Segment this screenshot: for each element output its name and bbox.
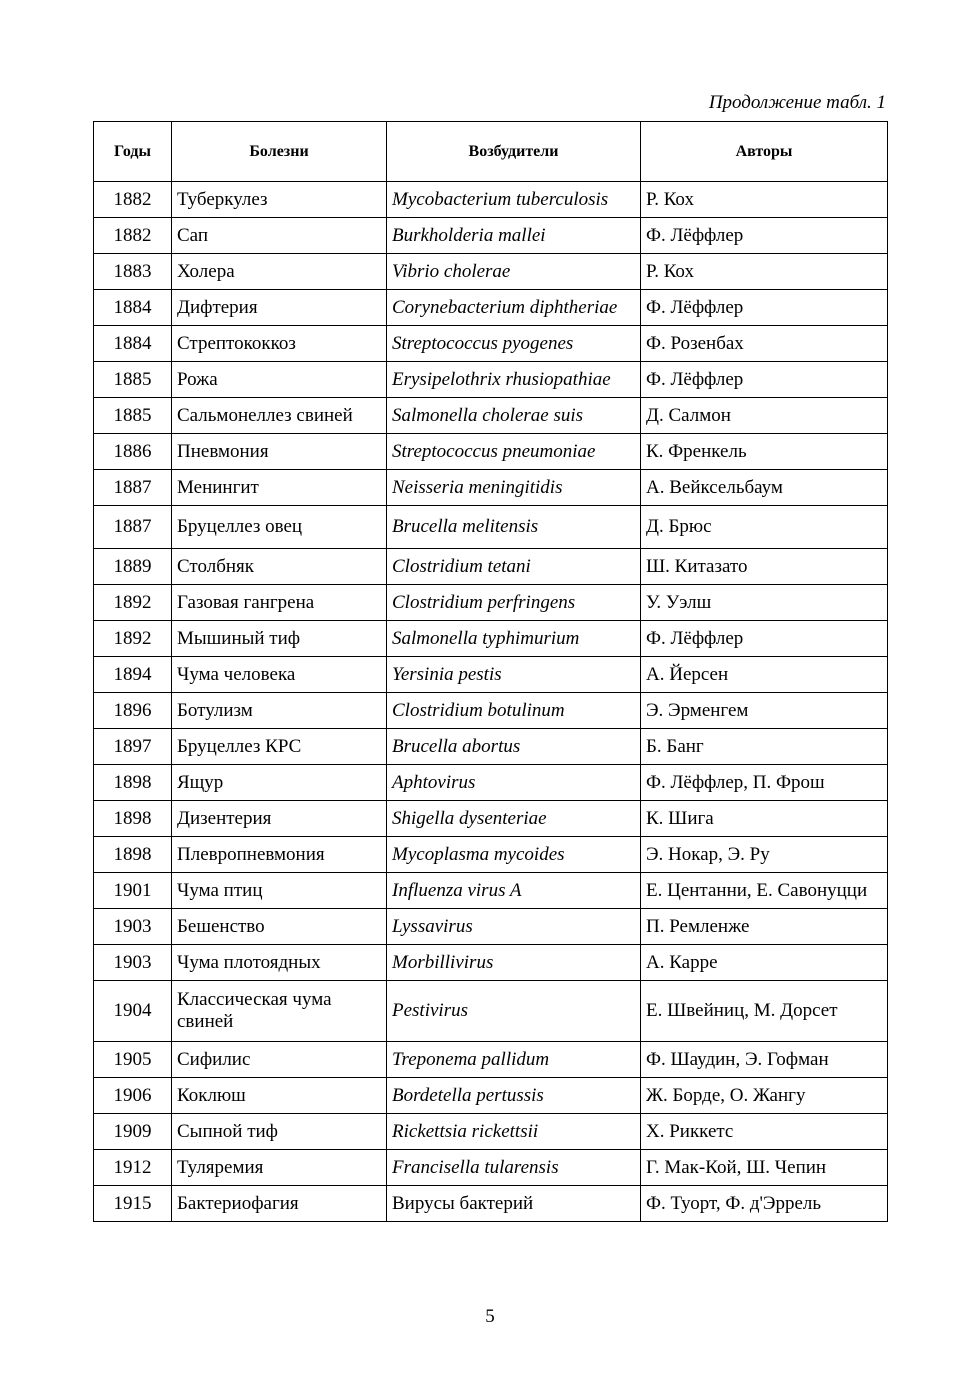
table-row: [94, 1078, 888, 1114]
cell-authors: А. Карре: [641, 945, 888, 981]
cell-disease: Классическая чума свиней: [172, 981, 387, 1042]
cell-year: 1898: [94, 765, 172, 801]
table-row: [94, 981, 888, 1042]
cell-year: 1905: [94, 1042, 172, 1078]
cell-disease: Дифтерия: [172, 290, 387, 326]
table-row: [94, 254, 888, 290]
cell-disease: Рожа: [172, 362, 387, 398]
table-row: [94, 182, 888, 218]
table-header-row: [94, 122, 888, 182]
cell-authors: П. Ремленже: [641, 909, 888, 945]
cell-year: 1896: [94, 693, 172, 729]
cell-year: 1887: [94, 506, 172, 549]
table-body: [94, 182, 888, 1222]
cell-authors: Э. Нокар, Э. Ру: [641, 837, 888, 873]
cell-pathogen: Pestivirus: [387, 981, 641, 1042]
cell-pathogen: Treponema pallidum: [387, 1042, 641, 1078]
cell-authors: Е. Центанни, Е. Савонуцци: [641, 873, 888, 909]
cell-pathogen: Mycobacterium tuberculosis: [387, 182, 641, 218]
cell-disease: Бешенство: [172, 909, 387, 945]
table-row: [94, 801, 888, 837]
table-row: [94, 290, 888, 326]
cell-authors: Ф. Шаудин, Э. Гофман: [641, 1042, 888, 1078]
header-years: Годы: [94, 122, 172, 182]
cell-pathogen: Streptococcus pneumoniae: [387, 434, 641, 470]
cell-authors: Ф. Лёффлер: [641, 290, 888, 326]
table-row: [94, 398, 888, 434]
cell-disease: Менингит: [172, 470, 387, 506]
table-row: [94, 729, 888, 765]
cell-authors: Ф. Лёффлер: [641, 362, 888, 398]
cell-disease: Бруцеллез овец: [172, 506, 387, 549]
cell-disease: Сальмонеллез свиней: [172, 398, 387, 434]
cell-pathogen: Morbillivirus: [387, 945, 641, 981]
cell-pathogen: Neisseria meningitidis: [387, 470, 641, 506]
cell-year: 1904: [94, 981, 172, 1042]
cell-pathogen: Brucella melitensis: [387, 506, 641, 549]
cell-year: 1886: [94, 434, 172, 470]
cell-pathogen: Salmonella typhimurium: [387, 621, 641, 657]
table-caption: Продолжение табл. 1: [708, 92, 886, 113]
cell-pathogen: Yersinia pestis: [387, 657, 641, 693]
cell-pathogen: Vibrio cholerae: [387, 254, 641, 290]
cell-disease: Бруцеллез КРС: [172, 729, 387, 765]
cell-pathogen: Streptococcus pyogenes: [387, 326, 641, 362]
cell-pathogen: Clostridium tetani: [387, 549, 641, 585]
cell-authors: Ф. Лёффлер, П. Фрош: [641, 765, 888, 801]
cell-disease: Сыпной тиф: [172, 1114, 387, 1150]
table-row: [94, 470, 888, 506]
cell-pathogen: Burkholderia mallei: [387, 218, 641, 254]
cell-authors: Д. Салмон: [641, 398, 888, 434]
cell-disease: Туберкулез: [172, 182, 387, 218]
cell-year: 1897: [94, 729, 172, 765]
cell-authors: Б. Банг: [641, 729, 888, 765]
cell-year: 1885: [94, 398, 172, 434]
cell-pathogen: Brucella abortus: [387, 729, 641, 765]
cell-year: 1898: [94, 837, 172, 873]
table-row: [94, 1150, 888, 1186]
cell-disease: Чума человека: [172, 657, 387, 693]
cell-year: 1882: [94, 182, 172, 218]
table-row: [94, 218, 888, 254]
table-row: [94, 837, 888, 873]
cell-pathogen: Lyssavirus: [387, 909, 641, 945]
cell-pathogen: Shigella dysenteriae: [387, 801, 641, 837]
cell-disease: Коклюш: [172, 1078, 387, 1114]
cell-pathogen: Вирусы бактерий: [387, 1186, 641, 1222]
cell-disease: Мышиный тиф: [172, 621, 387, 657]
cell-year: 1884: [94, 326, 172, 362]
table-row: [94, 657, 888, 693]
cell-authors: К. Шига: [641, 801, 888, 837]
cell-disease: Бактериофагия: [172, 1186, 387, 1222]
cell-year: 1885: [94, 362, 172, 398]
cell-authors: Э. Эрменгем: [641, 693, 888, 729]
cell-disease: Ботулизм: [172, 693, 387, 729]
table-row: [94, 326, 888, 362]
discoveries-table: [93, 121, 888, 1222]
cell-authors: Ф. Лёффлер: [641, 621, 888, 657]
cell-authors: Г. Мак-Кой, Ш. Чепин: [641, 1150, 888, 1186]
cell-pathogen: Salmonella cholerae suis: [387, 398, 641, 434]
header-authors: Авторы: [641, 122, 888, 182]
cell-pathogen: Clostridium botulinum: [387, 693, 641, 729]
header-pathogens: Возбудители: [387, 122, 641, 182]
cell-year: 1882: [94, 218, 172, 254]
table-row: [94, 1042, 888, 1078]
table-row: [94, 873, 888, 909]
cell-year: 1903: [94, 945, 172, 981]
cell-disease: Туляремия: [172, 1150, 387, 1186]
cell-year: 1912: [94, 1150, 172, 1186]
cell-pathogen: Bordetella pertussis: [387, 1078, 641, 1114]
cell-disease: Ящур: [172, 765, 387, 801]
table-row: [94, 506, 888, 549]
cell-disease: Чума птиц: [172, 873, 387, 909]
cell-year: 1887: [94, 470, 172, 506]
cell-pathogen: Mycoplasma mycoides: [387, 837, 641, 873]
cell-authors: Ф. Лёффлер: [641, 218, 888, 254]
page-number: 5: [485, 1306, 495, 1327]
cell-authors: Ф. Розенбах: [641, 326, 888, 362]
table-row: [94, 434, 888, 470]
cell-disease: Сифилис: [172, 1042, 387, 1078]
table-row: [94, 765, 888, 801]
table-row: [94, 549, 888, 585]
cell-year: 1901: [94, 873, 172, 909]
cell-year: 1906: [94, 1078, 172, 1114]
cell-year: 1889: [94, 549, 172, 585]
table-row: [94, 945, 888, 981]
cell-pathogen: Influenza virus A: [387, 873, 641, 909]
cell-year: 1894: [94, 657, 172, 693]
table-row: [94, 621, 888, 657]
table-row: [94, 909, 888, 945]
cell-authors: Ж. Борде, О. Жангу: [641, 1078, 888, 1114]
cell-year: 1915: [94, 1186, 172, 1222]
cell-pathogen: Clostridium perfringens: [387, 585, 641, 621]
cell-pathogen: Corynebacterium diphtheriae: [387, 290, 641, 326]
cell-disease: Дизентерия: [172, 801, 387, 837]
cell-authors: У. Уэлш: [641, 585, 888, 621]
cell-authors: К. Френкель: [641, 434, 888, 470]
cell-year: 1892: [94, 585, 172, 621]
table-row: [94, 585, 888, 621]
cell-pathogen: Aphtovirus: [387, 765, 641, 801]
cell-year: 1909: [94, 1114, 172, 1150]
cell-disease: Сап: [172, 218, 387, 254]
cell-disease: Пневмония: [172, 434, 387, 470]
cell-year: 1883: [94, 254, 172, 290]
table-row: [94, 1114, 888, 1150]
cell-authors: Р. Кох: [641, 182, 888, 218]
cell-authors: Ф. Туорт, Ф. д'Эррель: [641, 1186, 888, 1222]
cell-authors: Е. Швейниц, М. Дорсет: [641, 981, 888, 1042]
cell-year: 1903: [94, 909, 172, 945]
cell-disease: Стрептококкоз: [172, 326, 387, 362]
header-diseases: Болезни: [172, 122, 387, 182]
table-row: [94, 362, 888, 398]
cell-authors: А. Вейксельбаум: [641, 470, 888, 506]
cell-disease: Чума плотоядных: [172, 945, 387, 981]
cell-disease: Плевропневмония: [172, 837, 387, 873]
cell-authors: Х. Риккетс: [641, 1114, 888, 1150]
cell-pathogen: Erysipelothrix rhusiopathiae: [387, 362, 641, 398]
cell-year: 1898: [94, 801, 172, 837]
cell-authors: Р. Кох: [641, 254, 888, 290]
cell-disease: Газовая гангрена: [172, 585, 387, 621]
cell-authors: Д. Брюс: [641, 506, 888, 549]
cell-authors: Ш. Китазато: [641, 549, 888, 585]
cell-year: 1892: [94, 621, 172, 657]
cell-disease: Столбняк: [172, 549, 387, 585]
table-row: [94, 1186, 888, 1222]
cell-pathogen: Francisella tularensis: [387, 1150, 641, 1186]
cell-pathogen: Rickettsia rickettsii: [387, 1114, 641, 1150]
cell-disease: Холера: [172, 254, 387, 290]
table-row: [94, 693, 888, 729]
cell-authors: А. Йерсен: [641, 657, 888, 693]
cell-year: 1884: [94, 290, 172, 326]
